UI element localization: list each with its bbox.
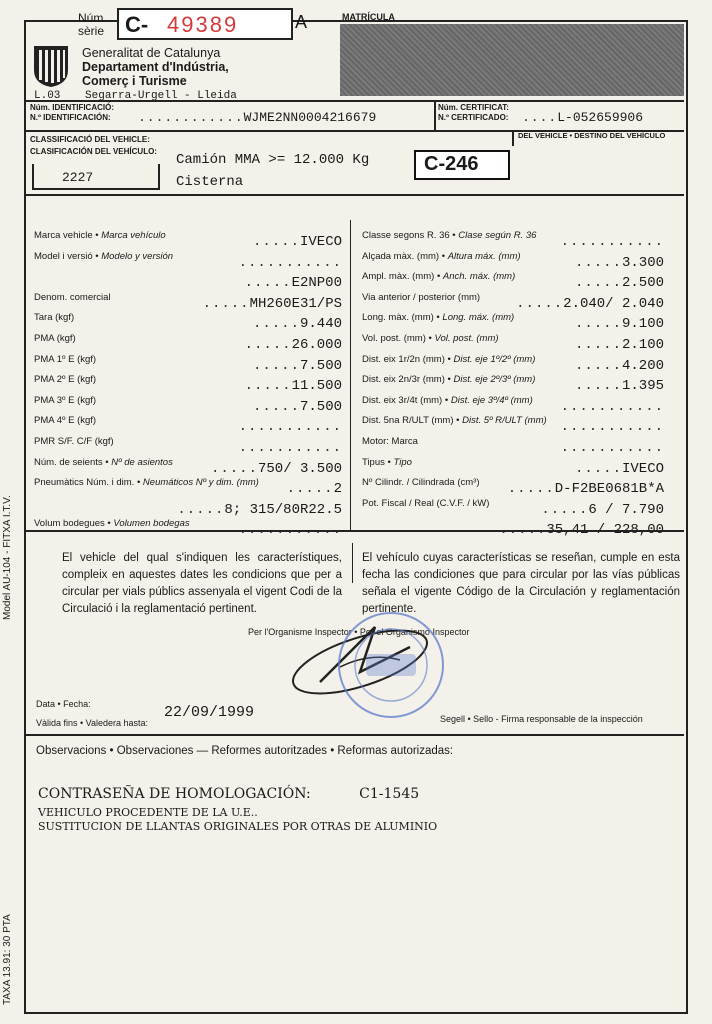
- right-spec-value: .....1.395: [574, 378, 664, 395]
- specs-divider: [350, 220, 351, 530]
- right-spec-label: Dist. 5na R/ULT (mm) • Dist. 5º R/ULT (mm): [362, 415, 547, 427]
- declaration-es: El vehículo cuyas características se reseñan, cumple en esta fecha las condiciones que para circular por las vías públicas señala el vigente Código de la Circulación y reglamentación pertinente.: [362, 552, 680, 615]
- right-spec-label: Long. màx. (mm) • Long. máx. (mm): [362, 312, 515, 324]
- right-spec-label: Classe segons R. 36 • Clase según R. 36: [362, 230, 537, 241]
- date-value: 22/09/1999: [164, 704, 255, 721]
- right-spec-label: Pot. Fiscal / Real (C.V.F. / kW): [362, 497, 490, 509]
- stamp-icon: [336, 610, 446, 720]
- right-spec-value: .....2.040/ 2.040: [516, 295, 664, 312]
- cert-label: Núm. CERTIFICAT: N.º CERTIFICADO:: [438, 103, 509, 122]
- right-spec-label: Dist. eix 3r/4t (mm) • Dist. eje 3º/4º (mm): [362, 394, 533, 406]
- left-spec-value: .....MH260E31/PS: [202, 295, 342, 312]
- left-spec-value: .....11.500: [244, 378, 342, 395]
- left-spec-value: .....8; 315/80R22.5: [177, 501, 342, 518]
- serial-suffix: A: [295, 12, 308, 32]
- right-spec-value: .....2.100: [574, 337, 664, 353]
- left-spec-value: ...........: [238, 440, 342, 456]
- right-spec-label: Tipus • Tipo: [362, 456, 412, 468]
- serial-prefix: C-: [125, 12, 149, 37]
- right-spec-label: Vol. post. (mm) • Vol. post. (mm): [362, 333, 499, 344]
- location-line: L.03 Segarra-Urgell - Lleida: [34, 90, 237, 102]
- cert-value: ....L-052659906: [522, 110, 644, 125]
- ident-value: ............WJME2NN0004216679: [138, 110, 377, 125]
- left-spec-label: Pneumàtics Núm. i dim. • Neumáticos Nº y dim. (mm): [34, 477, 259, 489]
- right-spec-value: ...........: [560, 419, 664, 436]
- right-spec-label: Dist. eix 2n/3r (mm) • Dist. eje 2º/3º (mm): [362, 374, 536, 386]
- left-spec-label: PMA 4º E (kgf): [34, 415, 97, 427]
- left-spec-value: .....26.000: [244, 337, 342, 353]
- right-spec-value: .....4.200: [574, 357, 664, 374]
- destino-label: DEL VEHICLE • DESTINO DEL VEHÍCULO: [518, 131, 666, 140]
- left-spec-value: .....E2NP00: [244, 275, 342, 292]
- left-spec-value: ...........: [238, 254, 342, 271]
- generalitat-logo: [32, 44, 70, 88]
- left-spec-label: Tara (kgf): [34, 312, 75, 324]
- coat-of-arms-icon: [32, 44, 70, 88]
- right-spec-label: Via anterior / posterior (mm): [362, 291, 481, 303]
- left-spec-label: PMA 2º E (kgf): [34, 374, 97, 386]
- left-spec-value: .....9.440: [252, 316, 342, 333]
- right-spec-label: Nº Cilindr. / Cilindrada (cm³): [362, 477, 480, 489]
- left-spec-value: ...........: [238, 522, 342, 539]
- side-taxa-text: TAXA 13.91: 30 PTA: [2, 914, 13, 1005]
- left-spec-value: .....750/ 3.500: [210, 460, 342, 477]
- left-spec-value: .....7.500: [252, 357, 342, 374]
- classification-line2: Cisterna: [176, 174, 244, 190]
- right-spec-value: .....6 / 7.790: [541, 501, 664, 518]
- declaration-ca: El vehicle del qual s'indiquen les característiques, compleix en aquestes dates les condicions que per a circular per vials públics assenyala el vigent Codi de la Circulació i la reglamentació pertinent.: [62, 552, 342, 615]
- left-spec-value: .....IVECO: [252, 234, 342, 250]
- serial-box: [117, 8, 293, 40]
- right-spec-label: Motor: Marca: [362, 436, 418, 447]
- ident-label: Núm. IDENTIFICACIÓ: N.º IDENTIFICACIÓN:: [30, 103, 114, 122]
- matricula-box: [340, 24, 684, 96]
- classification-label: CLASSIFICACIÓ DEL VEHICLE: CLASIFICACIÓN DEL VEHÍCULO:: [30, 135, 157, 156]
- right-spec-value: ...........: [560, 234, 664, 250]
- right-spec-value: .....35,41 / 228,00: [499, 522, 664, 539]
- right-spec-label: Dist. eix 1r/2n (mm) • Dist. eje 1º/2º (mm): [362, 353, 536, 365]
- right-spec-value: .....D-F2BE0681B*A: [507, 481, 664, 498]
- classification-code-box: 2227: [32, 164, 160, 190]
- left-spec-value: .....2: [286, 481, 342, 498]
- right-spec-value: .....3.300: [574, 254, 664, 271]
- classification-line1: Camión MMA >= 12.000 Kg: [176, 152, 370, 168]
- homologation-line: CONTRASEÑA DE HOMOLOGACIÓN: C1-1545: [38, 786, 420, 802]
- left-spec-label: Volum bodegues • Volumen bodegas: [34, 518, 190, 530]
- left-spec-label: Núm. de seients • Nº de asientos: [34, 456, 173, 468]
- right-spec-value: .....2.500: [574, 275, 664, 292]
- matricula-label: MATRÍCULA: [342, 12, 395, 22]
- observation-line-3: SUSTITUCION DE LLANTAS ORIGINALES POR OTRAS DE ALUMINIO: [38, 820, 438, 833]
- org-name: Generalitat de Catalunya Departament d'Indústria, Comerç i Turisme: [82, 46, 229, 88]
- left-spec-label: PMA 3º E (kgf): [34, 394, 97, 406]
- left-spec-label: Marca vehicle • Marca vehículo: [34, 230, 166, 241]
- side-model-text: Model AU-104 - FITXA I.T.V.: [2, 495, 13, 620]
- right-spec-value: .....9.100: [574, 316, 664, 333]
- right-spec-label: Alçada màx. (mm) • Altura máx. (mm): [362, 250, 521, 262]
- valid-label: Vàlida fins • Valedera hasta:: [36, 718, 149, 728]
- observations-header: Observacions • Observaciones — Reformes autoritzades • Reformas autorizadas:: [36, 745, 454, 757]
- inspection-stamp: [336, 610, 446, 720]
- right-spec-value: ...........: [560, 398, 664, 415]
- left-spec-label: PMR S/F. C/F (kgf): [34, 436, 114, 447]
- right-spec-value: .....IVECO: [574, 460, 664, 477]
- right-spec-label: Ampl. màx. (mm) • Anch. máx. (mm): [362, 271, 516, 283]
- left-spec-label: Denom. comercial: [34, 291, 111, 303]
- num-serie-label: Núm. sèrie: [78, 11, 107, 38]
- left-spec-value: ...........: [238, 419, 342, 436]
- observation-line-2: VEHICULO PROCEDENTE DE LA U.E..: [38, 806, 258, 819]
- classification-badge: C-246: [414, 150, 510, 180]
- right-spec-value: ...........: [560, 440, 664, 456]
- inspector-label: Per l'Organisme Inspector • Por el Organismo Inspector: [248, 627, 470, 637]
- serial-number: 49389: [167, 12, 239, 37]
- left-spec-value: .....7.500: [252, 398, 342, 415]
- date-label: Data • Fecha:: [36, 699, 91, 709]
- left-spec-label: PMA (kgf): [34, 333, 76, 344]
- seal-label: Segell • Sello - Firma responsable de la inspección: [440, 714, 643, 724]
- left-spec-label: PMA 1º E (kgf): [34, 353, 97, 365]
- left-spec-label: Model i versió • Modelo y versión: [34, 250, 174, 262]
